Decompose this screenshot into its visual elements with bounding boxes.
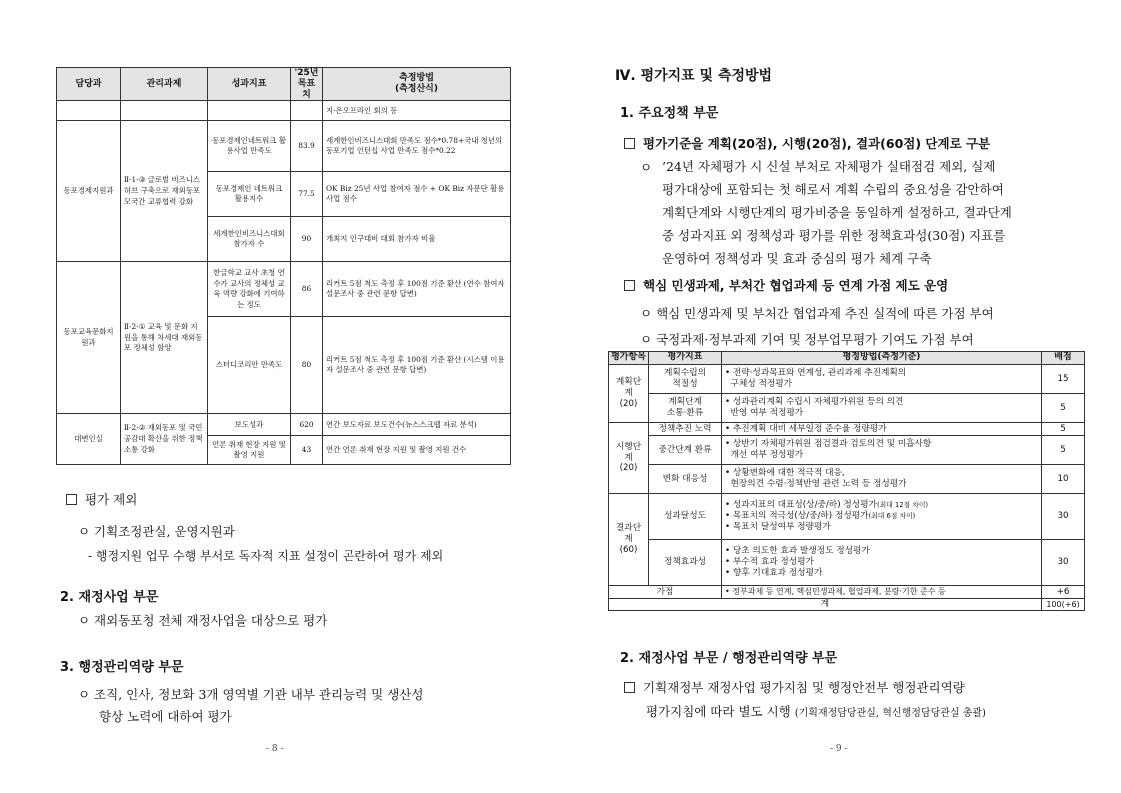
- finance-admin-line1: 기획재정부 재정사업 평가지침 및 행정안전부 행정관리역량: [624, 678, 965, 696]
- chapter-title: Ⅳ. 평가지표 및 측정방법: [615, 68, 773, 84]
- checkbox-square-icon: [624, 280, 635, 291]
- paragraph-line: 운영하여 정책성과 및 효과 중심의 평가 체계 구축: [662, 251, 932, 266]
- cell-category: 결과단계 (60): [609, 494, 649, 586]
- cell-dept: 동포교육문화지원과: [57, 262, 121, 414]
- cell-target: 90: [291, 217, 323, 262]
- table-row: [609, 540, 1085, 586]
- cell-method: • 전략·성과목표와 연계성, 관리과제 추진계획의 구체성 적정평가: [722, 365, 1042, 394]
- cell-score: 15: [1042, 365, 1085, 394]
- table-header-row: [609, 352, 1085, 365]
- cell-task: Ⅱ-2-① 교육 및 문화 지원을 통해 차세대 재외동포 정체성 함양: [121, 262, 208, 414]
- cell-indicator: 세계한인비즈니스대회 참가자 수: [208, 217, 291, 262]
- section-2-heading: 2. 재정사업 부문 / 행정관리역량 부문: [620, 651, 838, 666]
- section-1-heading: 1. 주요정책 부문: [620, 106, 719, 121]
- header-task: 관리과제: [121, 68, 208, 101]
- cell-dept: 대변인실: [57, 414, 121, 465]
- section-3-item-line2: 향상 노력에 대하여 평가: [99, 709, 232, 724]
- table-row: [609, 494, 1085, 540]
- cell-score: 30: [1042, 540, 1085, 586]
- table-header-row: [57, 68, 511, 101]
- cell-score: 10: [1042, 465, 1085, 494]
- table-row: [609, 365, 1085, 394]
- table-row: [57, 101, 511, 121]
- cell-method: • 성과지표의 대표성(상/중/하) 정성평가(최대 12점 차이) • 목표치의 적극성(상/중/하) 정성평가(최대 6점 차이) • 목표치 달성여부 정량평가: [722, 494, 1042, 540]
- cell-dept: 동포경제지원과: [57, 121, 121, 262]
- cell-task: Ⅱ-2-② 재외동포 및 국민 공감대 확산을 위한 정책소통 강화: [121, 414, 208, 465]
- cell-target: 77.5: [291, 172, 323, 217]
- cell-score: 30: [1042, 494, 1085, 540]
- table-total-row: [609, 599, 1085, 611]
- table-row: [609, 586, 1085, 599]
- page-number: - 8 -: [266, 744, 284, 754]
- cell-target: 620: [291, 414, 323, 436]
- cell-indicator: 정책추진 노력: [649, 423, 722, 436]
- header-target: '25년 목표치: [291, 68, 323, 101]
- cell-indicator: 성과달성도: [649, 494, 722, 540]
- cell-indicator: 보도성과: [208, 414, 291, 436]
- cell-category: 시행단계 (20): [609, 423, 649, 494]
- paragraph-line: ’24년 자체평가 시 신설 부처로 자체평가 실태점검 제외, 실제: [662, 159, 996, 174]
- cell-method: • 상반기 자체평가위원 점검결과 검토의견 및 미흡사항 개선 여부 정성평가: [722, 436, 1042, 465]
- header-score: 배점: [1042, 352, 1085, 365]
- section-2-heading: 2. 재정사업 부문: [60, 590, 159, 605]
- paragraph-line: 평가대상에 포함되는 첫 해로서 계획 수립의 중요성을 감안하여: [662, 182, 1004, 197]
- checkbox-square-icon: [624, 682, 635, 693]
- header-method: 평정방법(측정기준): [722, 352, 1042, 365]
- page-number: - 9 -: [830, 744, 848, 754]
- bonus-item-1: ㅇ 핵심 민생과제 및 부처간 협업과제 추진 실적에 따른 가점 부여: [640, 306, 994, 321]
- cell-total-score: 100(+6): [1042, 599, 1085, 611]
- header-category: 평가항목: [609, 352, 649, 365]
- cell-method: 리커트 5점 척도 측정 후 100점 기준 환산 (시스템 이용자 설문조사 중 관련 문항 답변): [323, 317, 511, 414]
- header-dept: 담당과: [57, 68, 121, 101]
- bonus-item-2: ㅇ 국정과제·정부과제 기여 및 정부업무평가 기여도 가점 부여: [640, 332, 974, 347]
- section-3-heading: 3. 행정관리역량 부문: [60, 660, 184, 675]
- cell-category: 계획단계 (20): [609, 365, 649, 423]
- performance-indicator-table: [56, 67, 511, 465]
- cell-method: OK Biz 25년 사업 참여자 점수 + OK Biz 자문단 활용 사업 점수: [323, 172, 511, 217]
- cell-indicator: 계획수립의 적절성: [649, 365, 722, 394]
- header-indicator: 평가지표: [649, 352, 722, 365]
- table-row: [609, 436, 1085, 465]
- cell-target: 83.9: [291, 121, 323, 172]
- cell-method: • 성과관리계획 수립시 자체평가위원 등의 의견 반영 여부 적정평가: [722, 394, 1042, 423]
- cell-method: • 추진계획 대비 세부일정 준수율 정량평가: [722, 423, 1042, 436]
- cell-total-label: 계: [609, 599, 1042, 611]
- cell-indicator: 계획단계 소통·환류: [649, 394, 722, 423]
- cell-target: 86: [291, 262, 323, 317]
- evaluation-criteria-table: [608, 351, 1085, 611]
- table-row: [57, 414, 511, 436]
- table-row: [609, 423, 1085, 436]
- paragraph-line: 중 성과지표 외 정책성과 평가를 위한 정책효과성(30점) 지표를: [662, 228, 1006, 243]
- cell-method: 지·온오프라인 회의 등: [323, 101, 511, 121]
- cell-score: +6: [1042, 586, 1085, 599]
- cell-method: • 당초 의도한 효과 발생정도 정성평가 • 부수적 효과 정성평가 • 향후 기대효과 정성평가: [722, 540, 1042, 586]
- cell-indicator: 정책효과성: [649, 540, 722, 586]
- exclusion-reason: - 행정지원 업무 수행 부서로 독자적 지표 설정이 곤란하여 평가 제외: [88, 549, 444, 563]
- checkbox-square-icon: [66, 494, 77, 505]
- exclusion-heading: 평가 제외: [66, 490, 137, 508]
- cell-method: 개최지 인구대비 대회 참가자 비율: [323, 217, 511, 262]
- bullet-circle-icon: ㅇ: [640, 160, 653, 175]
- cell-score: 5: [1042, 423, 1085, 436]
- section-2-item: ㅇ 재외동포청 전체 재정사업을 대상으로 평가: [78, 613, 328, 628]
- cell-method: 연간 언론 취재 현장 지원 및 촬영 지원 건수: [323, 436, 511, 465]
- section-3-item-line1: ㅇ 조직, 인사, 정보화 3개 영역별 기관 내부 관리능력 및 생산성: [78, 687, 424, 702]
- cell-method: 리커트 5점 척도 측정 후 100점 기준 환산 (연수 참여자 설문조사 중 관련 문항 답변): [323, 262, 511, 317]
- cell-indicator: 동포경제인 네트워크 활용지수: [208, 172, 291, 217]
- cell-score: 5: [1042, 436, 1085, 465]
- table-row: [57, 121, 511, 172]
- page-9: [560, 0, 1121, 793]
- cell-indicator: 변화 대응성: [649, 465, 722, 494]
- cell-indicator: 언론 취재 현장 지원 및 촬영 지원: [208, 436, 291, 465]
- cell-indicator: 중간단계 환류: [649, 436, 722, 465]
- page-8: [0, 0, 560, 793]
- cell-bonus-label: 가점: [609, 586, 722, 599]
- header-method: 측정방법 (측정산식): [323, 68, 511, 101]
- exclusion-item: ㅇ 기획조정관실, 운영지원과: [78, 524, 235, 539]
- cell-task: Ⅱ-1-③ 글로벌 비즈니스 허브 구축으로 재외동포 모국간 교류협력 강화: [121, 121, 208, 262]
- cell-target: 80: [291, 317, 323, 414]
- cell-indicator: 동포경제인네트워크 활용사업 만족도: [208, 121, 291, 172]
- checkbox-square-icon: [624, 138, 635, 149]
- finance-admin-line2: 평가지침에 따라 별도 시행 (기획재정담당관실, 혁신행정담당관실 총괄): [646, 704, 986, 719]
- table-row: [609, 394, 1085, 423]
- paragraph-line: 계획단계와 시행단계의 평가비중을 동일하게 설정하고, 결과단계: [662, 205, 1012, 220]
- cell-method: • 상황변화에 대한 적극적 대응, 현장의견 수렴·정책반영 관련 노력 등 정성평가: [722, 465, 1042, 494]
- table-row: [57, 262, 511, 317]
- bonus-heading: 핵심 민생과제, 부처간 협업과제 등 연계 가점 제도 운영: [624, 276, 948, 294]
- cell-indicator: 스터디코리안 만족도: [208, 317, 291, 414]
- cell-score: 5: [1042, 394, 1085, 423]
- header-indicator: 성과지표: [208, 68, 291, 101]
- criteria-paragraph: [662, 155, 1074, 270]
- cell-method: 연간 보도자료 보도건수(뉴스스크랩 자료 분석): [323, 414, 511, 436]
- cell-target: 43: [291, 436, 323, 465]
- table-row: [609, 465, 1085, 494]
- cell-indicator: 한글학교 교사 초청 연수가 교사의 정체성 교육 역량 강화에 기여하는 정도: [208, 262, 291, 317]
- criteria-heading: 평가기준을 계획(20점), 시행(20점), 결과(60점) 단계로 구분: [624, 134, 990, 152]
- cell-method: 세계한인비즈니스대회 만족도 점수*0.78+국내 청년의 동포기업 인턴십 사업 만족도 점수*0.22: [323, 121, 511, 172]
- finance-admin-note: (기획재정담당관실, 혁신행정담당관실 총괄): [794, 708, 986, 719]
- cell-method: • 정부과제 등 연계, 핵심민생과제, 협업과제, 분량·기한 준수 등: [722, 586, 1042, 599]
